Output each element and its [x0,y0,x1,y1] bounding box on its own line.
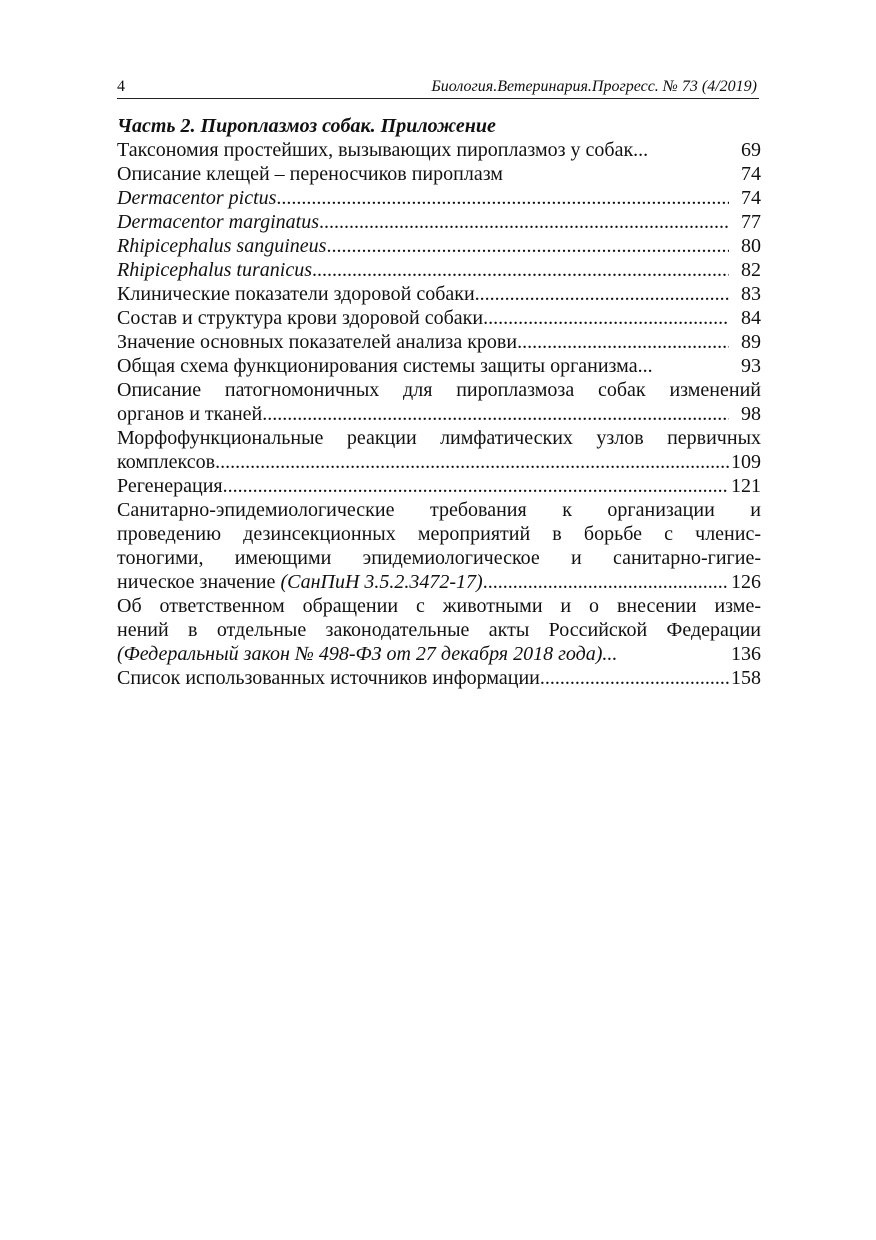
toc-entry-text: ническое значение [117,571,276,593]
toc-entry-text: Таксономия простейших, вызывающих пироплазмоз у собак... [117,139,649,161]
table-of-contents [117,138,761,690]
toc-entry-last-line [117,330,761,354]
toc-entry-last-line [117,450,761,474]
toc-entry-text: Список использованных источников информации [117,667,540,689]
toc-page-number: 82 [741,259,761,281]
toc-entry-line: Морфофункциональные реакции лимфатических узлов первичных [117,427,761,449]
dot-leader [215,450,729,474]
toc-entry-last-line [117,666,761,690]
toc-entry-text: Регенерация [117,475,223,497]
toc-entry-text: органов и тканей [117,403,263,425]
toc-entry-line: Об ответственном обращении с животными и о внесении изме- [117,595,761,617]
toc-entry [117,162,761,186]
dot-leader [319,210,729,234]
toc-entry-title [117,642,617,666]
toc-page-number: 109 [731,451,761,473]
toc-entry [117,282,761,306]
toc-entry-last-line [117,162,761,186]
dot-leader [312,258,729,282]
toc-entry-text: Dermacentor marginatus [117,211,320,233]
toc-entry-text: Rhipicephalus sanguineus [117,235,327,257]
toc-entry-title [117,450,215,474]
toc-entry [117,258,761,282]
toc-entry [117,306,761,330]
toc-entry [117,354,761,378]
toc-entry-last-line [117,210,761,234]
toc-entry-line: Санитарно-эпидемиологические требования к организации и [117,499,761,521]
toc-entry-line: нений в отдельные законодательные акты Российской Федерации [117,619,761,641]
toc-entry-last-line [117,642,761,666]
toc-page-number: 136 [731,643,761,665]
toc-page-number: 158 [731,667,761,689]
toc-page-number: 98 [741,403,761,425]
journal-title: Биология.Ветеринария.Прогресс. № 73 (4/2019) [431,78,757,95]
toc-entry [117,666,761,690]
section-title: Часть 2. Пироплазмоз собак. Приложение [117,115,496,137]
toc-page-number: 83 [741,283,761,305]
page-number: 4 [117,78,125,95]
toc-entry-title [117,354,653,378]
toc-entry-source: (СанПиН 3.5.2.3472-17) [280,571,483,593]
toc-entry-title [117,138,648,162]
toc-entry-last-line [117,138,761,162]
toc-page-number: 126 [731,571,761,593]
toc-entry-title [117,666,540,690]
toc-page-number: 69 [741,139,761,161]
toc-entry-last-line [117,282,761,306]
toc-entry [117,474,761,498]
toc-entry [117,426,761,474]
toc-entry-last-line [117,234,761,258]
toc-entry-line: Описание патогномоничных для пироплазмоза собак изменений [117,379,761,401]
toc-entry-text: Клинические показатели здоровой собаки [117,283,475,305]
toc-entry-last-line [117,354,761,378]
toc-entry-title [117,258,312,282]
toc-entry-last-line [117,570,761,594]
toc-entry-text: Состав и структура крови здоровой собаки [117,307,484,329]
toc-page-number: 80 [741,235,761,257]
toc-entry-title [117,210,319,234]
dot-leader [262,402,729,426]
toc-entry-title [117,186,276,210]
toc-entry-last-line [117,258,761,282]
toc-page-number: 89 [741,331,761,353]
toc-entry [117,210,761,234]
dot-leader [326,234,729,258]
toc-page-number: 93 [741,355,761,377]
toc-entry [117,234,761,258]
dot-leader [540,666,729,690]
toc-entry-last-line [117,306,761,330]
running-header [117,76,759,99]
toc-entry [117,330,761,354]
toc-entry [117,138,761,162]
toc-page-number: 74 [741,163,761,185]
toc-entry-title [117,282,475,306]
toc-entry-text: Значение основных показателей анализа крови [117,331,518,353]
toc-entry-text: Dermacentor pictus [117,187,277,209]
toc-entry-title [117,306,483,330]
toc-entry-line: проведению дезинсекционных мероприятий в борьбе с членис- [117,523,761,545]
toc-entry-title [117,570,483,594]
dot-leader [483,570,729,594]
toc-entry-title [117,330,517,354]
toc-entry [117,594,761,666]
toc-page-number: 74 [741,187,761,209]
toc-entry-source: (Федеральный закон № 498-ФЗ от 27 декабря 2018 года)... [117,643,618,665]
dot-leader [223,474,729,498]
dot-leader [276,186,729,210]
toc-entry-text: Описание клещей – переносчиков пироплазм [117,163,503,185]
toc-page-number: 84 [741,307,761,329]
dot-leader [517,330,729,354]
toc-entry-last-line [117,474,761,498]
dot-leader [483,306,729,330]
toc-entry [117,186,761,210]
toc-entry-text: Общая схема функционирования системы защиты организма... [117,355,653,377]
toc-page-number: 77 [741,211,761,233]
dot-leader [475,282,729,306]
toc-entry-last-line [117,402,761,426]
toc-entry-text: комплексов [117,451,216,473]
toc-entry-line: тоногими, имеющими эпидемиологическое и санитарно-гигие- [117,547,761,569]
toc-entry [117,378,761,426]
toc-entry-text: Rhipicephalus turanicus [117,259,312,281]
toc-entry-title [117,402,262,426]
toc-entry-title [117,234,326,258]
toc-entry [117,498,761,594]
toc-entry-title [117,162,503,186]
toc-entry-last-line [117,186,761,210]
toc-page-number: 121 [731,475,761,497]
toc-entry-title [117,474,223,498]
